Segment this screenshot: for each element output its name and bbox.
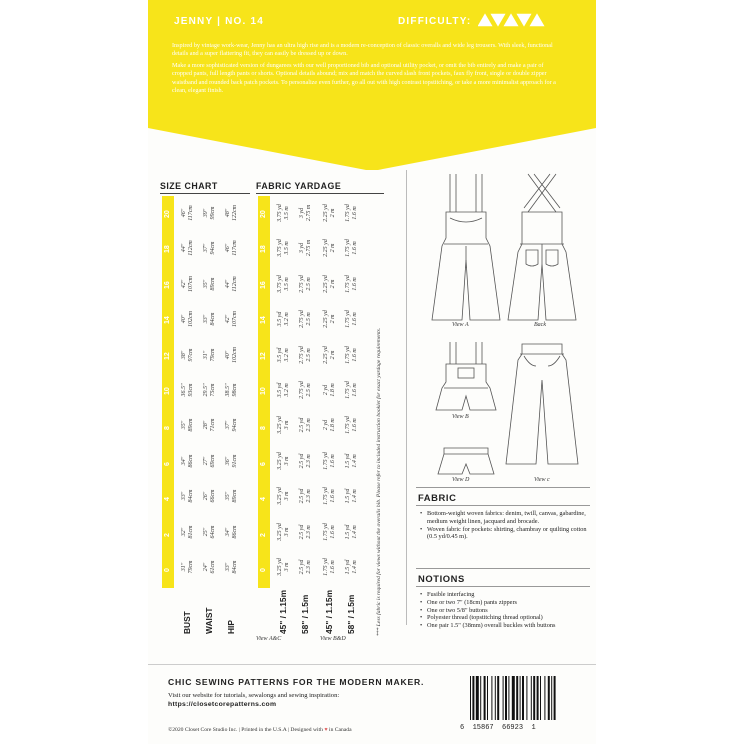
- table-cell: 3.5 yd 3.2 m: [277, 382, 290, 398]
- size-number: 6: [260, 462, 267, 466]
- table-cell: 26" 66cm: [203, 489, 216, 503]
- row-label: WAIST: [204, 607, 214, 634]
- table-cell: 2.75 yd 2.5 m: [299, 381, 312, 399]
- table-cell: 36" 91cm: [225, 454, 238, 468]
- row-label: 45" / 1.15m: [324, 589, 334, 634]
- table-cell: 2 yd 1.8 m: [323, 418, 336, 433]
- table-cell: 3.25 yd 3 m: [277, 452, 290, 470]
- barcode-bar: [531, 676, 532, 720]
- table-cell: 25" 64cm: [203, 525, 216, 539]
- barcode-bar: [505, 676, 507, 720]
- pattern-title: JENNY | NO. 14: [174, 16, 264, 27]
- table-cell: 1.5 yd 1.4 m: [345, 453, 358, 469]
- table-cell: 1.75 yd 1.6 m: [345, 203, 358, 222]
- back-view-drawing: [508, 174, 576, 320]
- notions-item: • Fusible interfacing: [420, 591, 475, 598]
- footer-copyright-line: ©2020 Closet Core Studio Inc. | Printed in the U.S.A | Designed with ♥ in Canada: [168, 727, 352, 733]
- difficulty-triangle: [478, 14, 492, 26]
- table-cell: 3.25 yd 3 m: [277, 416, 290, 435]
- table-cell: 3.75 yd 3.5 m: [277, 274, 290, 293]
- barcode-icon: [468, 676, 578, 722]
- table-cell: 1.75 yd 1.6 m: [323, 452, 336, 470]
- table-cell: 33" 84cm: [225, 560, 238, 574]
- table-cell: 1.75 yd 1.6 m: [323, 558, 336, 577]
- table-cell: 2.25 yd 2 m: [323, 274, 336, 293]
- barcode-bar: [520, 676, 521, 720]
- table-cell: 33" 84cm: [181, 489, 194, 503]
- table-cell: 48" 122cm: [225, 204, 238, 221]
- barcode-bar: [491, 676, 492, 720]
- table-cell: 34" 86cm: [225, 525, 238, 539]
- row-label: 45" / 1.15m: [278, 589, 288, 634]
- table-cell: 31" 79cm: [181, 560, 194, 574]
- intro-paragraph-1: Inspired by vintage work-wear, Jenny has an ultra high rise and is a modern re-conception of classic overalls and wide leg trousers. With sleek, functional details and a super flattering fit, they can easily be dressed up or down.: [172, 42, 553, 58]
- barcode-bar: [484, 676, 486, 720]
- table-cell: 2.5 yd 2.3 m: [299, 489, 312, 504]
- barcode-bar: [537, 676, 539, 720]
- size-number: 18: [164, 245, 171, 254]
- table-cell: 3 yd 2.75 m: [299, 240, 312, 257]
- view-label-d: View D: [452, 477, 470, 483]
- table-cell: 31" 79cm: [203, 348, 216, 362]
- table-cell: 1.5 yd 1.4 m: [345, 559, 358, 575]
- notions-item: • One or two 5/8" buttons: [420, 606, 488, 614]
- table-cell: 3.75 yd 3.5 m: [277, 239, 290, 258]
- table-cell: 3.5 yd 3.2 m: [277, 347, 290, 362]
- table-cell: 3.75 yd 3.5 m: [277, 203, 290, 222]
- divider: [416, 505, 590, 506]
- table-cell: 37" 94cm: [203, 241, 216, 255]
- barcode-bar: [487, 676, 488, 720]
- table-cell: 38" 97cm: [181, 348, 194, 362]
- garment-illustrations: [416, 168, 588, 480]
- table-cell: 1.5 yd 1.4 m: [345, 489, 358, 504]
- barcode-bar: [495, 676, 496, 720]
- view-label-back: Back: [534, 322, 546, 328]
- table-cell: 3.5 yd 3.2 m: [277, 311, 290, 327]
- table-cell: 42" 107cm: [225, 311, 238, 328]
- table-cell: 2.25 yd 2 m: [323, 310, 336, 328]
- divider: [416, 568, 590, 569]
- table-cell: 2.5 yd 2.3 m: [299, 559, 312, 575]
- size-number: 8: [164, 426, 171, 431]
- divider: [256, 193, 384, 194]
- row-label: 58" / 1.5m: [300, 594, 310, 634]
- barcode-bar: [476, 676, 479, 720]
- divider: [416, 586, 590, 587]
- table-cell: 2.5 yd 2.3 m: [299, 453, 312, 469]
- table-cell: 44" 112cm: [181, 240, 194, 256]
- table-cell: 3 yd 2.75 m: [299, 204, 312, 221]
- difficulty-triangle: [530, 14, 544, 26]
- table-cell: 2.25 yd 2 m: [323, 239, 336, 258]
- table-cell: 2.75 yd 2.5 m: [299, 345, 312, 364]
- view-label-c: View c: [534, 477, 550, 483]
- heart-icon: ♥: [324, 727, 328, 733]
- size-number: 4: [164, 497, 171, 502]
- barcode-digits: 6 15867 66923 1: [460, 724, 536, 732]
- fabric-item: • Woven fabric for pockets: shirting, chambray or quilting cotton (0.5 yd/0.45 m).: [420, 525, 587, 541]
- row-label: 58" / 1.5m: [346, 594, 356, 634]
- table-cell: 2.25 yd 2 m: [323, 203, 336, 222]
- barcode-bar: [551, 676, 552, 720]
- fabric-list: [420, 510, 588, 541]
- table-cell: 1.75 yd 1.6 m: [345, 274, 358, 293]
- table-cell: 33" 84cm: [203, 312, 216, 326]
- table-cell: 3.25 yd 3 m: [277, 487, 290, 506]
- barcode-bar: [522, 676, 524, 720]
- size-number: 16: [164, 280, 171, 289]
- size-number: 8: [260, 426, 267, 431]
- footer-divider: [148, 664, 596, 665]
- barcode-bar: [497, 676, 499, 720]
- table-cell: 35" 89cm: [225, 489, 238, 503]
- table-cell: 44" 112cm: [225, 275, 238, 292]
- size-number: 20: [260, 209, 267, 218]
- table-cell: 2.25 yd 2 m: [323, 345, 336, 364]
- view-c-pants-drawing: [506, 344, 578, 464]
- table-cell: 37" 94cm: [225, 418, 238, 432]
- barcode-bar: [526, 676, 527, 720]
- yardage-footnote: *** Less fabric is required for views without the overalls bib. Please refer to included instruction booklet for exact yardage requirements.: [376, 327, 382, 636]
- row-label: BUST: [182, 611, 192, 634]
- table-cell: 42" 107cm: [181, 275, 194, 292]
- notions-item: • One pair 1.5" (38mm) overall buckles with buttons: [420, 622, 556, 630]
- yardage-group-label-2: View B&D: [320, 636, 346, 642]
- barcode-bar: [533, 676, 535, 720]
- table-cell: 29.5" 75cm: [203, 383, 216, 397]
- table-cell: 27" 69cm: [203, 454, 216, 468]
- footer-visit-text: Visit our website for tutorials, sewalongs and sewing inspiration:: [168, 692, 340, 699]
- size-number: 0: [260, 568, 267, 573]
- table-cell: 46" 117cm: [181, 204, 194, 221]
- difficulty-triangle: [504, 14, 518, 26]
- table-cell: 1.75 yd 1.6 m: [323, 487, 336, 506]
- size-number: 2: [164, 532, 171, 537]
- fabric-heading: FABRIC: [418, 492, 457, 503]
- notions-heading: NOTIONS: [418, 573, 465, 584]
- divider: [416, 487, 590, 488]
- yardage-group-label-1: View A&C: [256, 636, 282, 642]
- table-cell: 1.75 yd 1.6 m: [345, 345, 358, 364]
- table-cell: 1.75 yd 1.6 m: [345, 416, 358, 435]
- barcode-bar: [470, 676, 471, 720]
- fabric-item: • Bottom-weight woven fabrics: denim, twill, canvas, gabardine, medium weight linen, jacquard and brocade.: [420, 510, 586, 525]
- size-number: 20: [164, 209, 171, 218]
- barcode-bar: [503, 676, 504, 720]
- footer-url-link[interactable]: https://closetcorepatterns.com: [168, 701, 277, 708]
- table-cell: 34" 86cm: [181, 454, 194, 468]
- barcode-bar: [544, 676, 545, 720]
- view-a-overalls-drawing: [432, 174, 500, 320]
- notions-list: [420, 591, 588, 630]
- barcode-bar: [508, 676, 509, 720]
- difficulty-label: DIFFICULTY:: [398, 16, 472, 27]
- pattern-envelope-back: [148, 0, 596, 744]
- table-cell: 2.75 yd 2.5 m: [299, 310, 312, 328]
- barcode-bar: [548, 676, 550, 720]
- barcode-bar: [512, 676, 515, 720]
- table-cell: 3.25 yd 3 m: [277, 558, 290, 577]
- table-cell: 1.75 yd 1.6 m: [345, 310, 358, 328]
- size-number: 0: [164, 568, 171, 573]
- table-cell: 2 yd 1.8 m: [323, 383, 336, 397]
- table-cell: 36.5" 93cm: [181, 383, 194, 397]
- table-cell: 3.25 yd 3 m: [277, 522, 290, 541]
- view-b-overall-shorts-drawing: [436, 342, 496, 410]
- size-number: 14: [260, 316, 267, 325]
- column-divider: [406, 170, 407, 625]
- barcode-bar: [472, 676, 474, 720]
- view-d-shorts-drawing: [438, 448, 494, 474]
- size-number: 18: [260, 245, 267, 254]
- table-cell: 1.75 yd 1.6 m: [345, 381, 358, 399]
- size-number: 14: [164, 316, 171, 325]
- size-number: 4: [260, 497, 267, 502]
- size-number: 16: [260, 280, 267, 289]
- size-chart-heading: SIZE CHART: [160, 181, 218, 191]
- size-number: 6: [164, 462, 171, 466]
- barcode-bar: [516, 676, 518, 720]
- table-cell: 40" 102cm: [181, 311, 194, 328]
- size-number: 12: [260, 351, 267, 360]
- table-cell: 32" 81cm: [181, 525, 194, 539]
- table-cell: 35" 89cm: [203, 277, 216, 291]
- table-cell: 40" 102cm: [225, 346, 238, 363]
- table-cell: 1.5 yd 1.4 m: [345, 524, 358, 540]
- notions-item: • One or two 7" (18cm) pants zippers: [420, 598, 518, 606]
- view-label-b: View B: [452, 414, 469, 420]
- header-banner: [148, 0, 596, 172]
- table-cell: 38.5" 98cm: [225, 383, 238, 397]
- divider: [160, 193, 250, 194]
- table-cell: 35" 89cm: [181, 418, 194, 432]
- table-cell: 28" 71cm: [203, 418, 216, 432]
- barcode-bar: [540, 676, 541, 720]
- table-cell: 24" 61cm: [203, 560, 216, 574]
- intro-paragraph-2: Make a more sophisticated version of dungarees with our well proportioned bib and optional utility pocket, or omit the bib entirely and make a pair of cropped pants, full length pants or shorts. Optional details abound; mix and match the curved slash front pockets, faux fly front, single or double zipper waistband and rounded back patch pockets. To personalize even further, go all out with high contrast topstitching, or take a more minimalist approach for a clean, elegant finish.: [172, 61, 556, 95]
- difficulty-triangle: [517, 14, 531, 26]
- table-cell: 1.75 yd 1.6 m: [323, 522, 336, 541]
- table-cell: 2.75 yd 2.5 m: [299, 274, 312, 293]
- size-number: 10: [260, 387, 267, 395]
- view-label-a: View A: [452, 322, 469, 328]
- difficulty-triangle: [491, 14, 505, 26]
- table-cell: 1.75 yd 1.6 m: [345, 239, 358, 258]
- table-cell: 39" 99cm: [203, 206, 216, 220]
- difficulty-rating-icon: [478, 13, 548, 27]
- footer-tagline: CHIC SEWING PATTERNS FOR THE MODERN MAKER.: [168, 677, 425, 687]
- table-cell: 46" 117cm: [225, 240, 238, 256]
- barcode-bar: [480, 676, 481, 720]
- table-cell: 2.5 yd 2.3 m: [299, 524, 312, 540]
- table-cell: 2.5 yd 2.3 m: [299, 418, 312, 433]
- fabric-yardage-heading: FABRIC YARDAGE: [256, 181, 342, 191]
- size-number: 10: [164, 387, 171, 395]
- notions-item: • Polyester thread (topstitching thread optional): [420, 614, 543, 622]
- size-number: 2: [260, 532, 267, 537]
- intro-text: [172, 42, 564, 98]
- row-label: HIP: [226, 620, 236, 634]
- size-number: 12: [164, 351, 171, 360]
- barcode-bar: [554, 676, 556, 720]
